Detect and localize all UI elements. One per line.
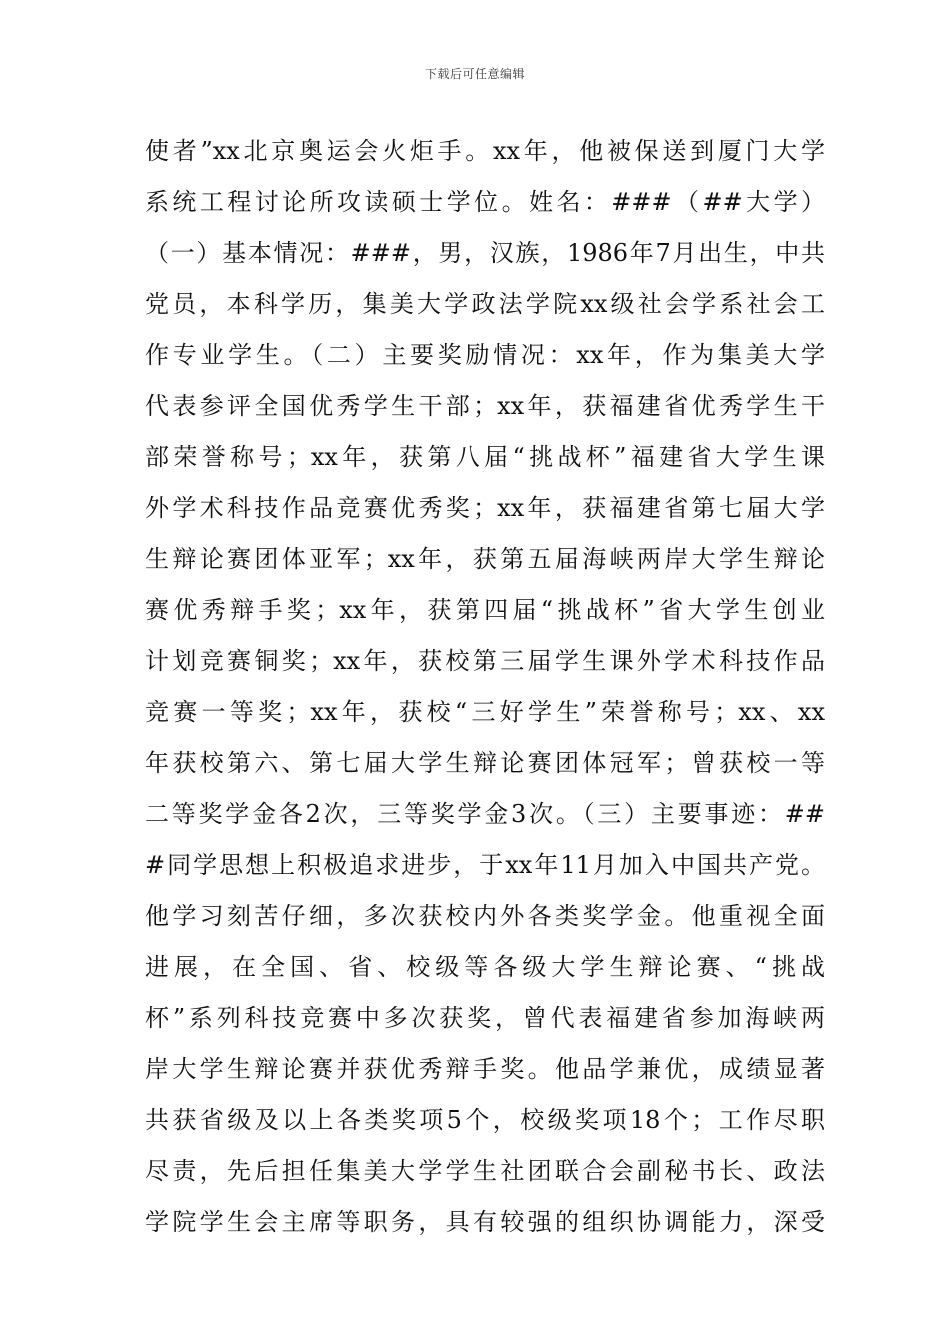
text-line: （一）基本情况：###，男，汉族，1986年7月出生，中共 [145,239,825,267]
text-line: 计划竞赛铜奖；xx年，获校第三届学生课外学术科技作品 [145,647,825,675]
text-line: 系统工程讨论所攻读硕士学位。姓名：###（##大学） [145,188,825,216]
text-line: 作专业学生。（二）主要奖励情况：xx年，作为集美大学 [145,341,825,369]
text-line: 进展，在全国、省、校级等各级大学生辩论赛、“挑战 [145,953,825,981]
body-text [145,126,825,1248]
text-line: 他学习刻苦仔细，多次获校内外各类奖学金。他重视全面 [145,902,825,930]
header-note: 下载后可任意编辑 [424,67,525,81]
text-line: 杯”系列科技竞赛中多次获奖，曾代表福建省参加海峡两 [145,1004,825,1032]
text-line: 年获校第六、第七届大学生辩论赛团体冠军；曾获校一等 [145,749,825,777]
text-line: 二等奖学金各2次，三等奖学金3次。（三）主要事迹：## [145,800,825,828]
text-line: 学院学生会主席等职务，具有较强的组织协调能力，深受 [145,1208,825,1236]
text-line: 党员，本科学历，集美大学政法学院xx级社会学系社会工 [145,290,825,318]
text-line: 尽责，先后担任集美大学学生社团联合会副秘书长、政法 [145,1157,825,1185]
text-line: 共获省级及以上各类奖项5个，校级奖项18个；工作尽职 [145,1106,825,1134]
text-line: 代表参评全国优秀学生干部；xx年，获福建省优秀学生干 [145,392,825,420]
text-line: 使者”xx北京奥运会火炬手。xx年，他被保送到厦门大学 [145,137,825,165]
text-line: 赛优秀辩手奖；xx年，获第四届“挑战杯”省大学生创业 [145,596,825,624]
text-line: 外学术科技作品竞赛优秀奖；xx年，获福建省第七届大学 [145,494,825,522]
text-line: #同学思想上积极追求进步，于xx年11月加入中国共产党。 [145,851,825,879]
text-line: 生辩论赛团体亚军；xx年，获第五届海峡两岸大学生辩论 [145,545,825,573]
text-line: 竞赛一等奖；xx年，获校“三好学生”荣誉称号；xx、xx [145,698,825,726]
text-line: 部荣誉称号；xx年，获第八届“挑战杯”福建省大学生课 [145,443,825,471]
text-line: 岸大学生辩论赛并获优秀辩手奖。他品学兼优，成绩显著 [145,1055,825,1083]
